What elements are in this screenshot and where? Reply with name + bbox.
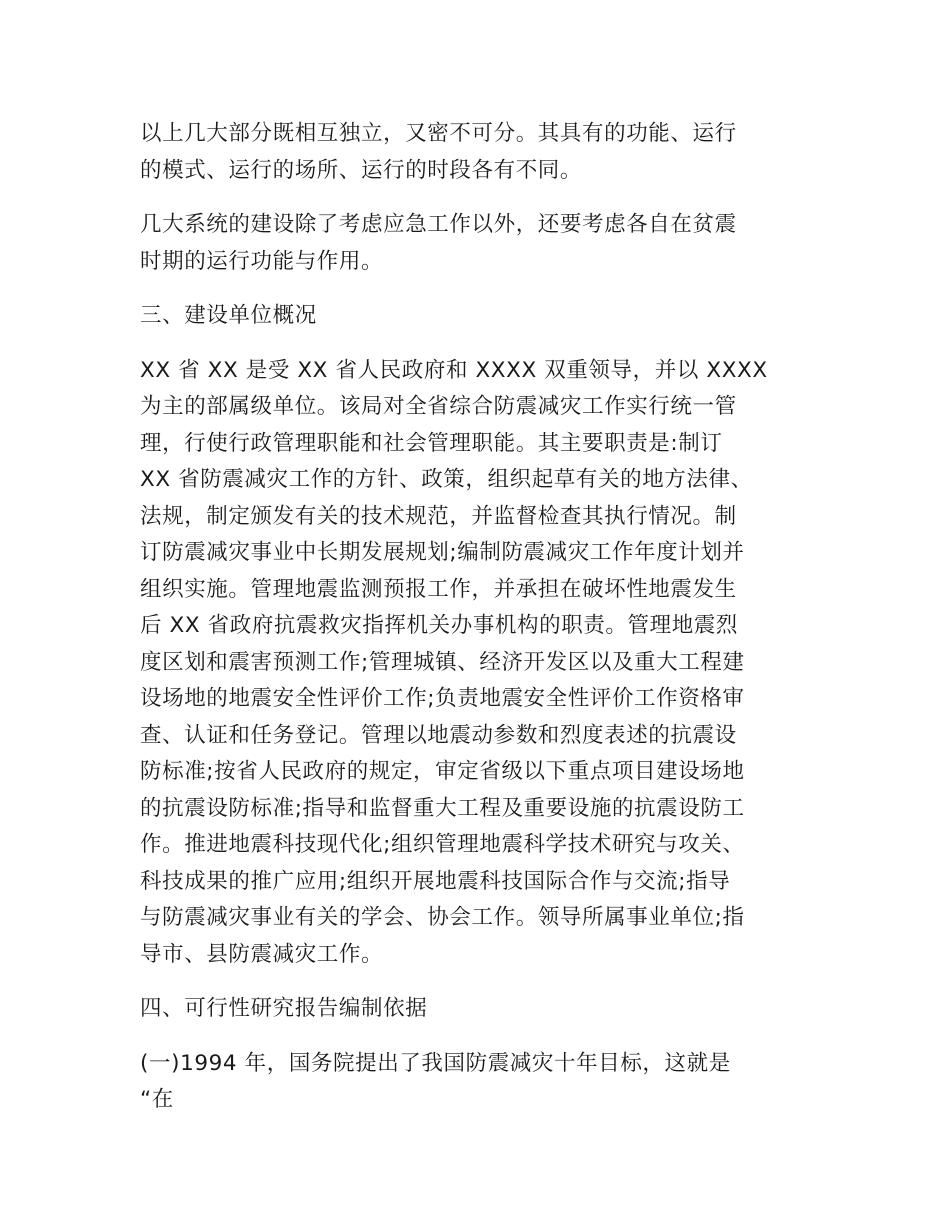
section-heading: [140, 991, 812, 1028]
text-line: 理，行使行政管理职能和社会管理职能。其主要职责是:制订: [140, 430, 723, 456]
paragraph: [140, 116, 812, 189]
paragraph: [140, 1046, 812, 1119]
text-line: 订防震减灾事业中长期发展规划;编制防震减灾工作年度计划并: [140, 540, 745, 565]
text-line: 作。推进地震科技现代化;组织管理地震科学技术研究与攻关、: [140, 832, 745, 857]
text-line: 为主的部属级单位。该局对全省综合防震减灾工作实行统一管: [140, 394, 737, 419]
heading-text: 四、可行性研究报告编制依据: [140, 996, 428, 1021]
paragraph: [140, 207, 812, 280]
text-line: 几大系统的建设除了考虑应急工作以外，还要考虑各自在贫震: [140, 212, 737, 237]
heading-text: 三、建设单位概况: [140, 303, 317, 328]
text-line: 设场地的地震安全性评价工作;负责地震安全性评价工作资格审: [140, 686, 745, 711]
text-line: XX 省 XX 是受 XX 省人民政府和 XXXX 双重领导，并以 XXXX: [140, 357, 768, 383]
text-line: 查、认证和任务登记。管理以地震动参数和烈度表述的抗震设: [140, 722, 737, 748]
text-line: (一)1994 年，国务院提出了我国防震减灾十年目标，这就是: [140, 1050, 731, 1076]
text-line: 法规，制定颁发有关的技术规范，并监督检查其执行情况。制: [140, 503, 737, 529]
text-line: 时期的运行功能与作用。: [140, 248, 384, 274]
text-line: 组织实施。管理地震监测预报工作，并承担在破坏性地震发生: [140, 576, 737, 602]
document-body: [140, 116, 812, 1137]
text-line: XX 省防震减灾工作的方针、政策，组织起草有关的地方法律、: [140, 467, 753, 492]
text-line: 后 XX 省政府抗震救灾指挥机关办事机构的职责。管理地震烈: [140, 613, 739, 638]
section-heading: [140, 298, 812, 335]
text-line: 的抗震设防标准;指导和监督重大工程及重要设施的抗震设防工: [140, 795, 745, 821]
text-line: 的模式、运行的场所、运行的时段各有不同。: [140, 157, 583, 183]
text-line: “在: [140, 1087, 174, 1112]
text-line: 以上几大部分既相互独立，又密不可分。其具有的功能、运行: [140, 121, 737, 146]
text-line: 度区划和震害预测工作;管理城镇、经济开发区以及重大工程建: [140, 649, 745, 675]
text-line: 与防震减灾事业有关的学会、协会工作。领导所属事业单位;指: [140, 905, 745, 930]
paragraph: [140, 353, 812, 974]
text-line: 导市、县防震减灾工作。: [140, 941, 384, 967]
text-line: 防标准;按省人民政府的规定，审定省级以下重点项目建设场地: [140, 759, 745, 784]
text-line: 科技成果的推广应用;组织开展地震科技国际合作与交流;指导: [140, 868, 731, 894]
